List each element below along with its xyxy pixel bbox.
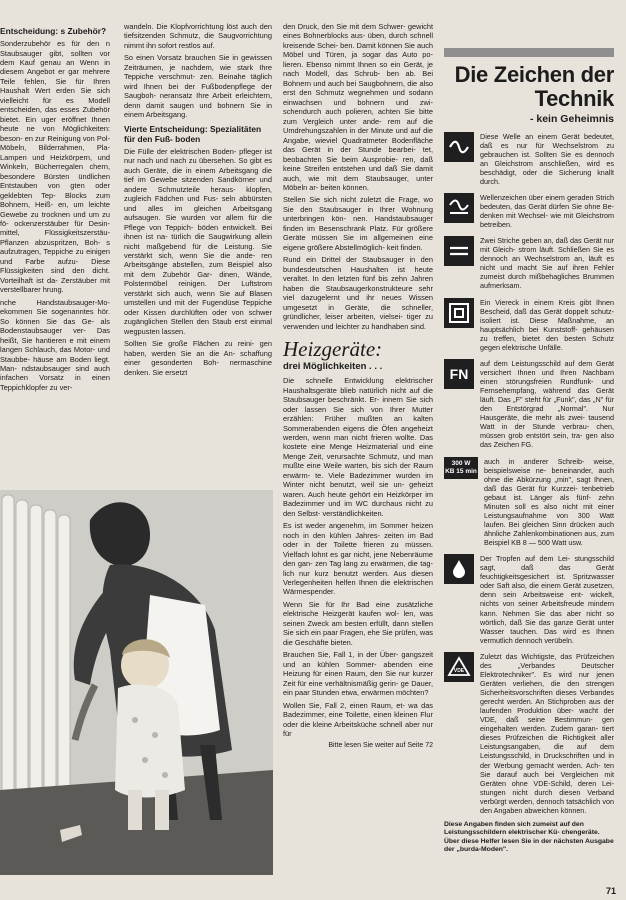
paragraph: den Druck, den Sie mit dem Schwer- gewicht eines Bohnerblocks aus- üben, durch schnell kreisende Schei- ben. Damit können Sie auch Möbel und Türen, ja sogar das Auto po- lieren. Ebenso nimmt Ihnen so ein Gerät, je nach Modell, das Schrub- ben ab. Bei Bohnern und auch bei Saugbohnern, die also erst den Schmutz wegnehmen und sodann einwachsen und bohnern und zwi- schendurch auch polieren, achten Sie bitte zum Vergleich unter ande- rem auf die Umdrehungszahlen in der Minute und auf die Angabe, wieviel Quadratmeter Bodenfläche das Gerät in der Stunde bearbei- tet, beobachten Sie beim Ausprobie- ren, daß keine Streifen entstehen und daß Sie damit auch, wie mit dem Staubsauger, unter Möbeln ar- beiten können. <box>283 22 433 192</box>
double-square-icon <box>444 298 474 328</box>
symbol-item <box>444 457 614 548</box>
sidebar-symbols <box>444 48 614 855</box>
kb-rating-icon <box>444 457 478 479</box>
kb-rating-watt: 300 W <box>451 460 471 468</box>
paragraph: Wenn Sie für Ihr Bad eine zusätzliche elektrische Heizgerät kaufen wol- len, was seinen Zweck am besten erfüllt, dann stellen Sie sich ein paar Fragen, ehe Sie prüfen, was die Geschäfte bieten. <box>283 599 433 647</box>
section-subtitle: drei Möglichkeiten . . . <box>283 361 383 372</box>
symbol-item <box>444 298 614 352</box>
section-title-heizgeraete: Heizgeräte: <box>283 337 383 361</box>
vde-triangle-icon <box>444 652 474 682</box>
paragraph: So einen Vorsatz brauchen Sie in gewissen Zeiträumen, je nachdem, wie stark Ihre Teppiche verschmut- zen. Beinahe täglich wird Ihnen bei der Fußbodenpflege der Saugboh- neransatz Ihre Arbeit erleichtern, denn damit saugen und bohnern Sie in einem Arbeitsgang. <box>124 53 272 120</box>
symbol-description: auf dem Leistungsschild auf dem Gerät versichert Ihnen und Ihren Nachbarn einen störungsfreien Rundfunk- und Fernsehempfang, während das Gerät läuft. Das „F" steht für „Funk", das „N" für den Entstörgrad „Normal". Nur Hausgeräte, die mehr als zwei- tausend Watt in der Stunde verbrau- chen, müssen grob entstört sein, tra- gen also das Zeichen FG. <box>480 358 614 450</box>
wave-icon <box>444 132 474 162</box>
photo-mother-child-vacuum <box>0 490 273 875</box>
symbol-description: Zwei Striche geben an, daß das Gerät nur mit Gleich- strom läuft. Schließen Sie es dennoch an Wechselstrom an, läuft es nicht und macht Sie auf ihren Fehler zumeist durch mißbehagliches Brummen aufmerksam. <box>480 236 614 291</box>
paragraph: Sonderzubehör es für den n Staubsauger gibt, sollten vor dem Kauf genau an Wenn in diesem Angebot er gar mehrere Teile fehlen, Sie für Ihren Haushalt Wert erden Sie sich vielleicht für es Modell entscheiden, das esses Zubehör bietet. Ein uger eröffnet Ihnen heute ne von Möglichkeiten: beson- en zur Reinigung von Pol- Möbeln, Bilderrahmen, Pla- Lampen und Heizkörpern, und Winkeln, Bücherregalen chern, besondere Bürsten ündlichen Entstauben von gten oder geklebten Tep- Blocks zum Bohnern, Heiß- en, um leichte Gewebe zu trocknen und um zu fö- ockenzerstäuber für Desin- mittel, Flüssigkeitszerstäu- Pflanzen abzuspritzen, Boh- s aufzutragen, Teppiche zu einigen und Farbe aufzu- Diese Flüssigkeiten sind den dicht. Vorteilhaft ist da- Zerstäuber mit verstellbarer hrung. <box>0 39 110 295</box>
symbol-description: Der Tropfen auf dem Lei- stungsschild sagt, daß das Gerät feuchtigkeitsgesichert ist. Spritzwasser oder Saft also, die einem Gerät zusetzen, denn sein Arbeitsweise ent- wickelt, nichts von seiner Arbeitsfreude mindern kann. Nehmen Sie das aber nicht so wörtlich, daß Sie das ganze Gerät unter Wasser tauchen. Das wird es Ihnen vermutlich dennoch verübeln. <box>480 554 614 645</box>
symbol-description: auch in anderer Schreib- weise, beispielsweise ne- beneinander, auch ohne die Abkürzung „min", sagt Ihnen, daß das Gerät für Kurzzei- tenbetrieb gebaut ist. Länger als fünf- zehn Minuten soll es also nicht mit einer Leistungsaufnahme von 300 Watt laufen. Bei gleichen Sinn drücken auch ähnliche Zahlenkombinationen aus, zum Beispiel KB 8 — 500 Watt usw. <box>484 456 614 548</box>
symbol-description: Zuletzt das Wichtigste, das Prüfzeichen des „Verbandes Deutscher Elektrotechniker". Es wird nur jenen Geräten verliehen, die den strengen Sicherheitsvorschriften dieses Verbandes gerecht werden. An Stichproben aus der laufenden Produktion über- wacht der VDE, daß seine Bestimmun- gen eingehalten werden. Zudem garan- tiert dieses Prüfzeichen die Richtigkeit aller Leistungsangaben, die auf dem Leistungsschild, in Druckschriften und in der Werbung gemacht werden. Ach- ten Sie darauf auch bei Vergleichen mit Geräten ohne VDE-Schild, deren Lei- stungen nicht durch diesen Verband verbürgt werden, dennoch tatsächlich von den Angaben abweichen können. <box>480 651 614 815</box>
svg-text:VDE: VDE <box>453 667 465 674</box>
photo-illustration <box>0 490 273 875</box>
page-number: 71 <box>605 886 616 896</box>
symbol-item <box>444 652 614 815</box>
wave-line-icon <box>444 193 474 223</box>
paragraph: Brauchen Sie, Fall 1, in der Über- gangszeit und an kühlen Sommer- abenden eine Heizung für einen Raum, den Sie nur kurzer Zeit für eine verhältnismäßig gerin- ge Dauer, ein paar Stunden etwa, erwärmen möchten? <box>283 650 433 698</box>
paragraph: Wollen Sie, Fall 2, einen Raum, et- wa das Badezimmer, eine Toilette, einen kleinen Flur oder die kleine Arbeitsküche schnell aber nur für <box>283 700 433 739</box>
symbol-item <box>444 193 614 229</box>
sidebar-title: Die Zeichen der Technik <box>454 62 614 111</box>
sidebar-rule <box>444 48 614 57</box>
paragraph: Die schnelle Entwicklung elektrischer Haushaltsgeräte blieb natürlich nicht auf die Staubsauger beschränkt. Er- innern Sie sich oder lassen Sie sich von Ihrer Mutter erzählen: Früher mußten an kalten Sommerabenden eigens die Öfen angeheizt werden, wenn man nicht frieren wollte. Das kostete eine Menge Heizmaterial und eine Menge Zeit, verursachte Schmutz, und man mußte eine Weile warten, bis sich der Raum erwärm- te. Viele Badezimmer wurden im Winter nicht benutzt, weil sie un- geheizt waren. Auch heute gehört ein Heizkörper im Badezimmer und im WC durchaus nicht zu den Selbst- verständlichkeiten. <box>283 376 433 518</box>
paragraph: wandeln. Die Klopfvorrichtung löst auch den tiefsitzenden Schmutz, die Saugvorrichtung nimmt ihn sofort restlos auf. <box>124 22 272 50</box>
drop-icon <box>444 554 474 584</box>
symbol-item <box>444 554 614 645</box>
sidebar-subtitle: - kein Geheimnis <box>529 112 614 125</box>
symbol-description: Wellenzeichen über einem geraden Strich bedeuten, das Gerät dürfen Sie ohne Be- denken mit Wechsel- wie mit Gleichstrom betreiben. <box>480 192 614 230</box>
section-heading-spezialitaeten: Vierte Entscheidung: Spezialitäten für den Fuß- boden <box>124 123 262 144</box>
sidebar-footnote: Diese Angaben finden sich zumeist auf den Leistungsschildern elektrischer Kü- chengeräte. Über diese Helfer lesen Sie in der nächsten Ausgabe der „burda-Moden". <box>444 820 614 854</box>
symbol-item <box>444 359 614 450</box>
symbol-item <box>444 132 614 186</box>
symbol-description: Ein Viereck in einem Kreis gibt Ihnen Bescheid, daß das Gerät doppelt schutz- isoliert ist. Diese Maßnahme, an hauptsächlich bei Kunststoff- gehäusen zu treffen, bietet den besten Schutz gegen elektrische Unfälle. <box>480 297 614 352</box>
continued-note: Bitte lesen Sie weiter auf Seite 72 <box>328 741 433 749</box>
paragraph: Die Fülle der elektrischen Boden- pfleger ist nur nach und nach zu übersehen. So gibt es auch Geräte, die in einem Arbeitsgang die tief im Gewebe sitzenden Sandkörner und andere Schmutzteile heraus- klopfen, zugleich Fädchen und Fus- seln abbürsten und alles im gleichen Arbeitsgang aufsaugen. Sie wurden vor allem für die Pflege von Teppich- böden entwickelt. Bei ihnen ist na- türlich die Saugwirkung allein nicht maßgebend für die Leistung. Sie verstärkt sich, wenn Sie die ande- ren Arbeitsgänge abstellen, zum Beispiel also mit dem Zubehör Gar- dinen, Wände, Polstermöbel reinigen. Der Luftstrom verstärkt sich auch, wenn Sie auf Blasen umstellen und mit der Fugendüse Teppiche oder Kissen durchlüften oder von schwer zugänglichen Stellen den Staub erst einmal wegpusten lassen. <box>124 146 272 336</box>
symbol-item <box>444 236 614 290</box>
fn-badge-icon: FN <box>444 359 474 389</box>
kb-rating-time: KB 15 min <box>445 467 477 475</box>
section-heading-zubehoer: Entscheidung: s Zubehör? <box>0 26 107 36</box>
two-lines-icon <box>444 236 474 266</box>
paragraph: Sollten Sie große Flächen zu reini- gen haben, werden Sie an die An- schaffung einer gesonderten Boh- nermaschine denken. Sie ersetzt <box>124 339 272 377</box>
paragraph: Rund ein Drittel der Staubsauger in den bundesdeutschen Haushalten ist heute veraltet. In den letzten fünf bis zehn Jahren haben die Staubsaugerkonstrukteure sehr viel dazugelernt und ihr neues Wissen umgesetzt in Geräte, die schneller, gründlicher, leiser arbeiten, vielsei- tiger zu verwenden und leichter zu handhaben sind. <box>283 255 433 331</box>
symbol-description: Diese Welle an einem Gerät bedeutet, daß es nur für Wechselstrom zu gebrauchen ist. Sollten Sie es dennoch an Gleichstrom anschließen, wird es beschädigt, oder die Sicherung knallt durch. <box>480 131 614 186</box>
paragraph: Es ist weder angenehm, im Sommer heizen noch in den kühlen Jahres- zeiten im Bad oder in der Toilette frieren zu müssen. Vielfach lohnt es gar nicht, jene Nebenräume den gan- zen Tag lang zu erwärmen, die tag- lich nur kurz benutzt werden. Aus diesen Verlegenheiten helfen Ihnen die elektrischen Wärmespender. <box>283 521 433 597</box>
column-right <box>283 22 433 750</box>
column-left <box>0 22 110 395</box>
paragraph: Stellen Sie sich nicht zuletzt die Frage, wo Sie den Staubsauger in Ihrer Wohnung unterbringen kön- nen. Handstaubsauger finden im Besenschrank Platz. Für größere Geräte müssen Sie im allgemeinen eine eigene größere Abstellmöglich- keit finden. <box>283 195 433 252</box>
paragraph: nche Handstaubsauger-Mo- ekommen Sie sogenanntes hör. So können Sie das Ge- als Bodenstaubsauger ver- Das heißt, Sie hantieren e mit einem langen Schlauch, das Motor- und Staubbe- häuse am Boden liegt. Man- ndstaubsauger sind auch infachen Vorsatz in einen Teppichklopfer zu ver- <box>0 297 110 392</box>
column-middle <box>124 22 272 380</box>
